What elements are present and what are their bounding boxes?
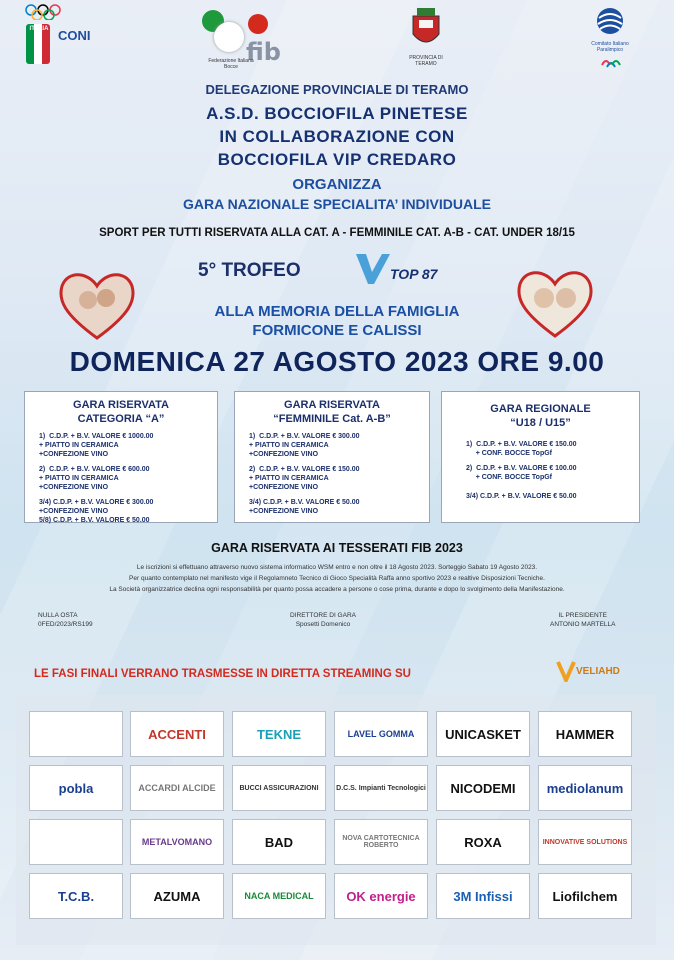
- veliahd-logo: [556, 660, 636, 686]
- prize-box-femminile: [234, 391, 430, 523]
- sponsor-logo: [29, 819, 123, 865]
- sponsor-name: ACCARDI ALCIDE: [138, 782, 216, 793]
- title-line-3: BOCCIOFILA VIP CREDARO: [217, 150, 457, 169]
- sponsor-logo: [130, 711, 224, 757]
- sponsor-name: HAMMER: [555, 726, 615, 742]
- olympic-rings-icon: [24, 4, 64, 20]
- title-line-2: IN COLLABORAZIONE CON: [219, 127, 455, 146]
- coni-logo: [24, 4, 104, 66]
- sponsor-name: INNOVATIVE SOLUTIONS: [542, 838, 628, 846]
- sponsor-name: D.C.S. Impianti Tecnologici: [336, 784, 426, 792]
- sponsor-name: UNICASKET: [445, 726, 521, 742]
- prize-line: 3/4) C.D.P. + B.V. VALORE € 50.00 +CONFEZIONE VINO: [249, 499, 360, 515]
- trofeo-label: 5° TROFEO: [198, 260, 301, 281]
- categories-line: SPORT PER TUTTI RISERVATA ALLA CAT. A - FEMMINILE CAT. A-B - CAT. UNDER 18/15: [99, 227, 575, 239]
- info-paragraph: Per quanto contemplato nel manifesto vige il Regolamneto Tecnico di Gioco Specialità Raffa anno sportivo 2023 e realtive Disposizioni Tecniche.: [129, 575, 545, 582]
- tesserati-heading: GARA RISERVATA AI TESSERATI FIB 2023: [211, 541, 463, 555]
- info-paragraph: La Società organizzatrice declina ogni responsabilità per quanto possa accadere a persone o cose prima, durante e dopo lo svolgimento della Manifestazione.: [109, 586, 565, 593]
- gara-subtitle: GARA NAZIONALE SPECIALITA’ INDIVIDUALE: [182, 196, 491, 212]
- crest-icon: [409, 6, 443, 50]
- sponsor-name: Liofilchem: [552, 888, 618, 904]
- sponsor-name: BUCCI ASSICURAZIONI: [239, 784, 319, 792]
- sponsor-name: NICODEMI: [450, 780, 516, 796]
- sponsor-logo: [334, 873, 428, 919]
- paralympic-agitos-icon: [598, 55, 622, 71]
- sponsor-logo: [538, 711, 632, 757]
- memoria-line-2: FORMICONE E CALISSI: [252, 322, 422, 339]
- prize-line: 1) C.D.P. + B.V. VALORE € 1000.00 + PIATTO IN CERAMICA +CONFEZIONE VINO: [39, 433, 154, 458]
- info-paragraph: Le iscrizioni si effettuano attraverso nuovo sistema informatico WSM entro e non oltre il 18 Agosto 2023. Sorteggio Sabato 19 Agosto 2023.: [136, 564, 538, 571]
- prize-box-categoria-a: [24, 391, 218, 523]
- event-date: DOMENICA 27 AGOSTO 2023 ORE 9.00: [69, 346, 605, 377]
- delegazione-title: DELEGAZIONE PROVINCIALE DI TERAMO: [205, 82, 469, 97]
- cip-label: Comitato Italiano Paralimpico: [591, 41, 629, 53]
- cip-logo: [580, 6, 640, 70]
- sponsor-name: AZUMA: [153, 888, 201, 904]
- italia-label: ITALIA: [29, 26, 49, 32]
- sponsor-name: NACA MEDICAL: [244, 890, 314, 901]
- fib-logo: [202, 6, 302, 76]
- sponsor-name: OK energie: [346, 888, 416, 904]
- title-line-1: A.S.D. BOCCIOFILA PINETESE: [206, 104, 468, 123]
- sponsor-name: pobla: [58, 780, 94, 796]
- provincia-logo: [404, 6, 448, 70]
- prize-line: 3/4) C.D.P. + B.V. VALORE € 300.00 +CONFEZIONE VINO 5/8) C.D.P. + B.V. VALORE € 50.00: [39, 499, 154, 524]
- provincia-label: PROVINCIA DI TERAMO: [409, 55, 443, 67]
- presidente: IL PRESIDENTE ANTONIO MARTELLA: [550, 612, 616, 628]
- sponsor-name: ROXA: [464, 834, 502, 850]
- sponsor-logo: [436, 819, 530, 865]
- sponsor-name: ACCENTI: [148, 726, 206, 742]
- prize-box-regionale: [441, 391, 640, 523]
- box-title: GARA RISERVATA: [284, 399, 380, 411]
- organizza-label: ORGANIZZA: [292, 176, 382, 193]
- box-subtitle: CATEGORIA “A”: [77, 413, 165, 425]
- sponsor-name: NOVA CARTOTECNICA ROBERTO: [342, 835, 420, 849]
- sponsor-logo: [334, 765, 428, 811]
- veliahd-label: VELIAHD: [576, 666, 620, 677]
- sponsor-name: 3M Infissi: [453, 888, 513, 904]
- sponsor-name: T.C.B.: [57, 888, 95, 904]
- sponsor-name: mediolanum: [546, 780, 624, 796]
- sponsor-logo: [436, 765, 530, 811]
- sponsor-logo: [130, 819, 224, 865]
- prize-line: 2) C.D.P. + B.V. VALORE € 100.00 + CONF. BOCCE TopGf: [466, 465, 577, 481]
- sponsor-logo: [29, 873, 123, 919]
- memoria-line-1: ALLA MEMORIA DELLA FAMIGLIA: [214, 303, 460, 320]
- sponsor-logo: [232, 711, 326, 757]
- sponsor-logo: [538, 819, 632, 865]
- box-subtitle: “FEMMINILE Cat. A-B”: [273, 413, 391, 425]
- sponsor-logo: [232, 765, 326, 811]
- sponsor-name: METALVOMANO: [141, 836, 213, 847]
- sponsor-logo: [29, 711, 123, 757]
- sponsor-logo: [232, 873, 326, 919]
- white-ball-icon: [214, 22, 244, 52]
- sponsor-name: LAVEL GOMMA: [347, 728, 415, 739]
- sponsor-logo: [538, 765, 632, 811]
- sponsor-name: BAD: [264, 834, 294, 850]
- prize-line: 2) C.D.P. + B.V. VALORE € 600.00 + PIATTO IN CERAMICA +CONFEZIONE VINO: [39, 466, 150, 491]
- top87-mark-icon: [352, 250, 392, 286]
- red-ball-icon: [248, 14, 268, 34]
- nulla-osta: NULLA OSTA 0FED/2023/RS199: [38, 612, 93, 628]
- velia-mark-icon: [556, 660, 576, 682]
- prize-line: 2) C.D.P. + B.V. VALORE € 150.00 + PIATTO IN CERAMICA +CONFEZIONE VINO: [249, 466, 360, 491]
- globe-icon: [595, 6, 625, 36]
- sponsor-logo: [334, 711, 428, 757]
- box-title: GARA RISERVATA: [73, 399, 169, 411]
- prize-line: 1) C.D.P. + B.V. VALORE € 150.00 + CONF. BOCCE TopGf: [466, 441, 577, 457]
- prize-line: 3/4) C.D.P. + B.V. VALORE € 50.00: [466, 493, 577, 500]
- sponsor-logo: [436, 711, 530, 757]
- box-subtitle: “U18 / U15”: [510, 417, 571, 429]
- sponsor-logo: [538, 873, 632, 919]
- streaming-notice: LE FASI FINALI VERRANO TRASMESSE IN DIRETTA STREAMING SU: [34, 668, 411, 680]
- sponsor-logo: [436, 873, 530, 919]
- prize-line: 1) C.D.P. + B.V. VALORE € 300.00 + PIATTO IN CERAMICA +CONFEZIONE VINO: [249, 433, 360, 458]
- coni-label: CONI: [58, 28, 91, 43]
- sponsor-logo: [130, 765, 224, 811]
- sponsor-logo: [29, 765, 123, 811]
- sponsor-name: TEKNE: [256, 726, 302, 742]
- sponsor-logo: [232, 819, 326, 865]
- sponsor-logo: [130, 873, 224, 919]
- sponsor-logo: [334, 819, 428, 865]
- top87-label: TOP 87: [390, 266, 438, 282]
- top87-logo: [352, 250, 444, 292]
- fib-subtitle: Federazione Italiana Bocce: [208, 58, 254, 70]
- fib-label: fib: [246, 38, 281, 66]
- direttore-di-gara: DIRETTORE DI GARA Sposetti Domenico: [290, 612, 356, 628]
- box-title: GARA REGIONALE: [490, 403, 591, 415]
